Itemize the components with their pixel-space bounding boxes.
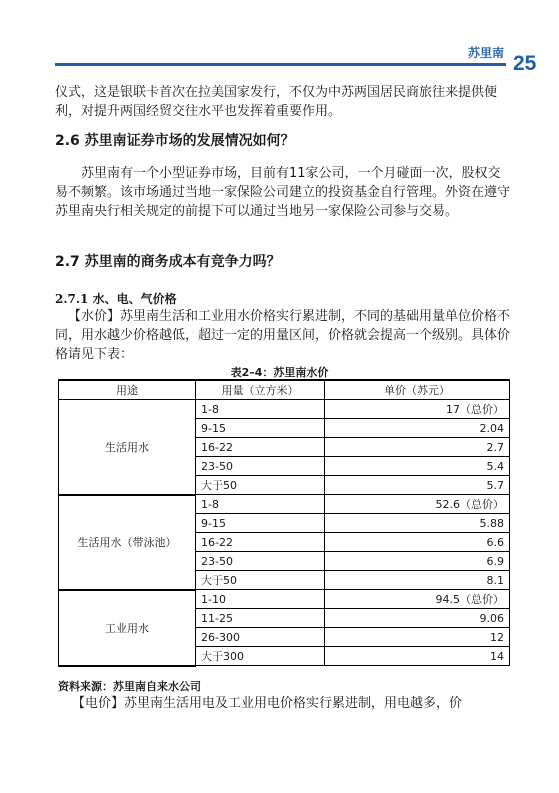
section-2-6-title: 2.6 苏里南证券市场的发展情况如何？ <box>55 133 295 149</box>
quantity-cell: 11-25 <box>196 609 325 628</box>
electricity-price-paragraph: 【电价】苏里南生活用电及工业用电价格实行累进制，用电越多，价 <box>72 696 463 711</box>
use-cell: 生活用水（带泳池） <box>59 495 196 590</box>
header-unit-price: 单价（苏元） <box>325 380 510 400</box>
header-rule <box>55 63 506 66</box>
table-header-row <box>59 380 510 400</box>
table-row <box>59 400 510 419</box>
quantity-cell: 9-15 <box>196 514 325 533</box>
quantity-cell: 1-8 <box>196 400 325 419</box>
quantity-cell: 9-15 <box>196 419 325 438</box>
table-caption: 表2–4：苏里南水价 <box>230 366 329 379</box>
price-cell: 5.4 <box>325 457 510 476</box>
table-source: 资料来源：苏里南自来水公司 <box>58 680 201 693</box>
water-price-paragraph: 【水价】苏里南生活和工业用水价格实行累进制，不同的基础用量单位价格不同，用水越少价格越低，超过一定的用量区间，价格就会提高一个级别。具体价格请见下表： <box>55 309 511 362</box>
price-cell: 5.7 <box>325 476 510 495</box>
price-cell: 17（总价） <box>325 400 510 419</box>
header-use: 用途 <box>59 380 196 400</box>
quantity-cell: 16-22 <box>196 438 325 457</box>
price-cell: 5.88 <box>325 514 510 533</box>
water-price-table <box>58 379 510 667</box>
quantity-cell: 1-8 <box>196 495 325 514</box>
quantity-cell: 23-50 <box>196 457 325 476</box>
section-2-6-body: 苏里南有一个小型证券市场，目前有11家公司，一个月碰面一次，股权交易不频繁。该市场通过当地一家保险公司建立的投资基金自行管理。外资在遵守苏里南央行相关规定的前提下可以通过当地另一家保险公司参与交易。 <box>55 166 511 219</box>
price-cell: 2.7 <box>325 438 510 457</box>
use-cell: 工业用水 <box>59 590 196 666</box>
quantity-cell: 1-10 <box>196 590 325 609</box>
quantity-cell: 23-50 <box>196 552 325 571</box>
quantity-cell: 26-300 <box>196 628 325 647</box>
price-cell: 2.04 <box>325 419 510 438</box>
price-cell: 9.06 <box>325 609 510 628</box>
quantity-cell: 16-22 <box>196 533 325 552</box>
price-cell: 12 <box>325 628 510 647</box>
price-cell: 8.1 <box>325 571 510 590</box>
quantity-cell: 大于50 <box>196 476 325 495</box>
section-2-7-1-title: 2.7.1 水、电、气价格 <box>55 292 177 306</box>
price-cell: 6.6 <box>325 533 510 552</box>
price-cell: 94.5（总价） <box>325 590 510 609</box>
intro-paragraph: 仪式，这是银联卡首次在拉美国家发行，不仅为中苏两国居民商旅往来提供便利，对提升两国经贸交往水平也发挥着重要作用。 <box>55 85 498 119</box>
page-number: 25 <box>513 52 537 75</box>
use-cell: 生活用水 <box>59 400 196 495</box>
quantity-cell: 大于300 <box>196 647 325 666</box>
price-cell: 14 <box>325 647 510 666</box>
header-quantity: 用量（立方米） <box>196 380 325 400</box>
table-row <box>59 590 510 609</box>
quantity-cell: 大于50 <box>196 571 325 590</box>
page-header <box>55 40 506 62</box>
price-cell: 6.9 <box>325 552 510 571</box>
price-cell: 52.6（总价） <box>325 495 510 514</box>
section-2-7-title: 2.7 苏里南的商务成本有竞争力吗？ <box>55 254 281 270</box>
table-row <box>59 495 510 514</box>
header-section-name: 苏里南 <box>467 46 504 60</box>
